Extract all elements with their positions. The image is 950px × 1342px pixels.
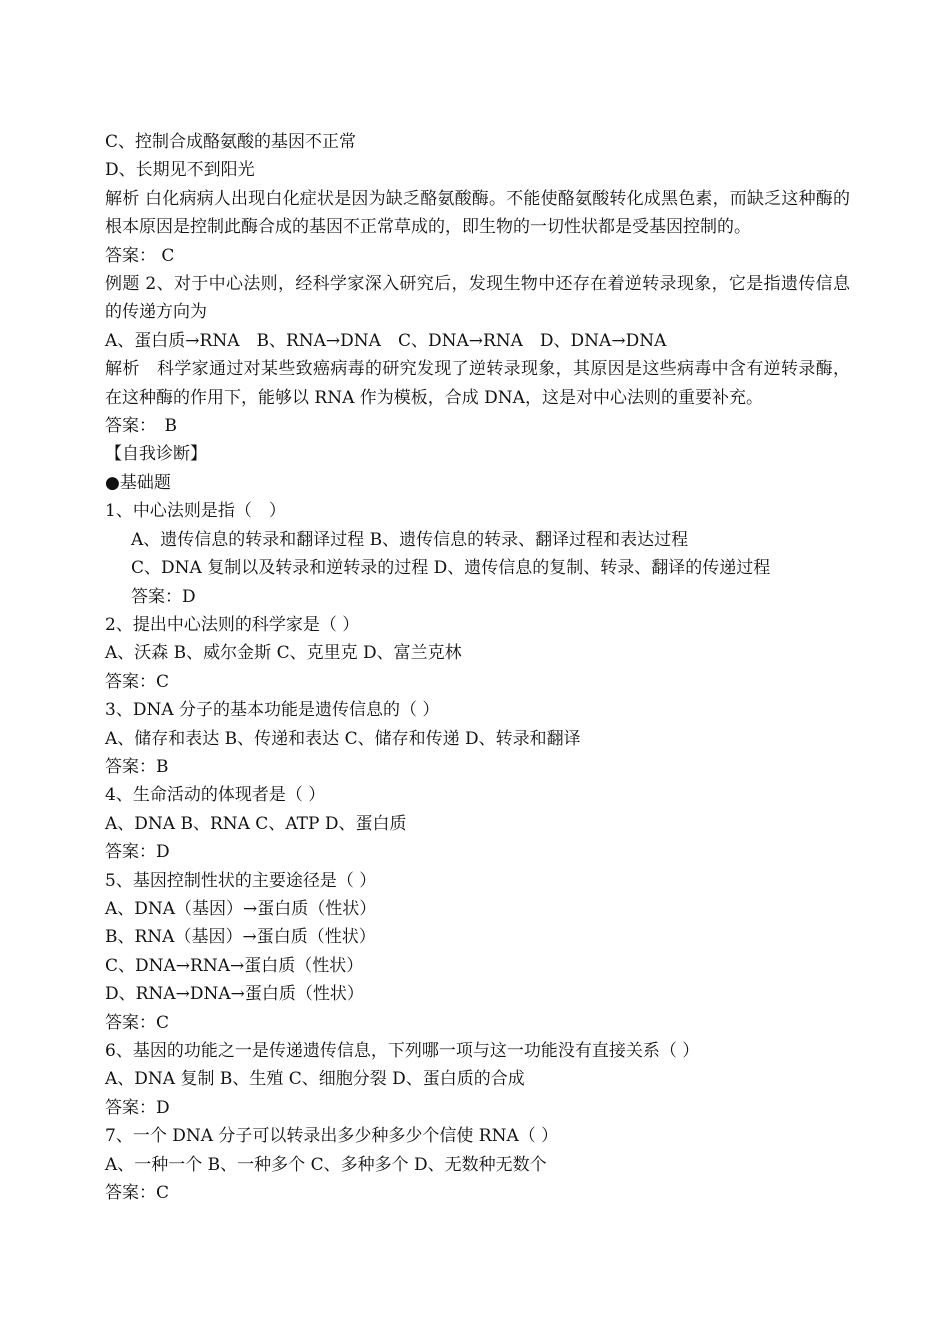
q6-answer: 答案：D: [105, 1097, 170, 1118]
q6: 6、基因的功能之一是传递遗传信息，下列哪一项与这一功能没有直接关系（ ）: [105, 1041, 700, 1061]
q1-options-cd: C、DNA 复制以及转录和逆转录的过程 D、遗传信息的复制、转录、翻译的传递过程: [131, 558, 771, 579]
q1: 1、中心法则是指（ ）: [105, 501, 286, 522]
q2: 2、提出中心法则的科学家是（ ）: [105, 614, 360, 635]
q1-answer: 答案：D: [131, 586, 196, 607]
analysis-2: 解析 科学家通过对某些致癌病毒的研究发现了逆转录现象，其原因是这些病毒中含有逆转录酶，在这种酶的作用下，能够以 RNA 作为模板，合成 DNA，这是对中心法则的重要补充。: [105, 359, 850, 408]
q5-option-d: D、RNA→DNA→蛋白质（性状）: [105, 984, 364, 1005]
example-2-question: 例题 2、对于中心法则，经科学家深入研究后，发现生物中还存在着逆转录现象，它是指遗传信息的传递方向为: [105, 274, 850, 323]
option-d: D、长期见不到阳光: [105, 160, 255, 181]
q2-options: A、沃森 B、威尔金斯 C、克里克 D、富兰克林: [105, 643, 462, 664]
q5-option-c: C、DNA→RNA→蛋白质（性状）: [105, 955, 364, 976]
document-page: [105, 128, 850, 1207]
example-2-options: A、蛋白质→RNA B、RNA→DNA C、DNA→RNA D、DNA→DNA: [105, 330, 667, 351]
q5: 5、基因控制性状的主要途径是（ ）: [105, 870, 377, 891]
answer-2: 答案： B: [105, 416, 177, 437]
q3-options: A、储存和表达 B、传递和表达 C、储存和传递 D、转录和翻译: [105, 728, 581, 749]
q5-option-b: B、RNA（基因）→蛋白质（性状）: [105, 927, 376, 948]
q6-options: A、DNA 复制 B、生殖 C、细胞分裂 D、蛋白质的合成: [105, 1069, 525, 1090]
q4-options: A、DNA B、RNA C、ATP D、蛋白质: [105, 813, 407, 834]
section-heading: 【自我诊断】: [105, 444, 207, 465]
q7-answer: 答案：C: [105, 1183, 170, 1204]
subsection-heading: ●基础题: [105, 472, 171, 493]
q7-options: A、一种一个 B、一种多个 C、多种多个 D、无数种无数个: [105, 1154, 547, 1175]
q4-answer: 答案：D: [105, 842, 170, 863]
q3-answer: 答案：B: [105, 756, 169, 777]
q4: 4、生命活动的体现者是（ ）: [105, 785, 326, 806]
analysis-1: 解析 白化病病人出现白化症状是因为缺乏酪氨酸酶。不能使酪氨酸转化成黑色素，而缺乏这种酶的根本原因是控制此酶合成的基因不正常草成的，即生物的一切性状都是受基因控制的。: [105, 188, 850, 238]
option-c: C、控制合成酪氨酸的基因不正常: [105, 132, 357, 152]
q1-options-ab: A、遗传信息的转录和翻译过程 B、遗传信息的转录、翻译过程和表达过程: [131, 529, 689, 550]
answer-1: 答案： C: [105, 245, 175, 266]
q5-option-a: A、DNA（基因）→蛋白质（性状）: [105, 898, 377, 919]
q3: 3、DNA 分子的基本功能是遗传信息的（ ）: [105, 700, 440, 721]
q5-answer: 答案：C: [105, 1012, 170, 1033]
q7: 7、一个 DNA 分子可以转录出多少种多少个信使 RNA（ ）: [105, 1126, 559, 1147]
q2-answer: 答案：C: [105, 671, 170, 692]
